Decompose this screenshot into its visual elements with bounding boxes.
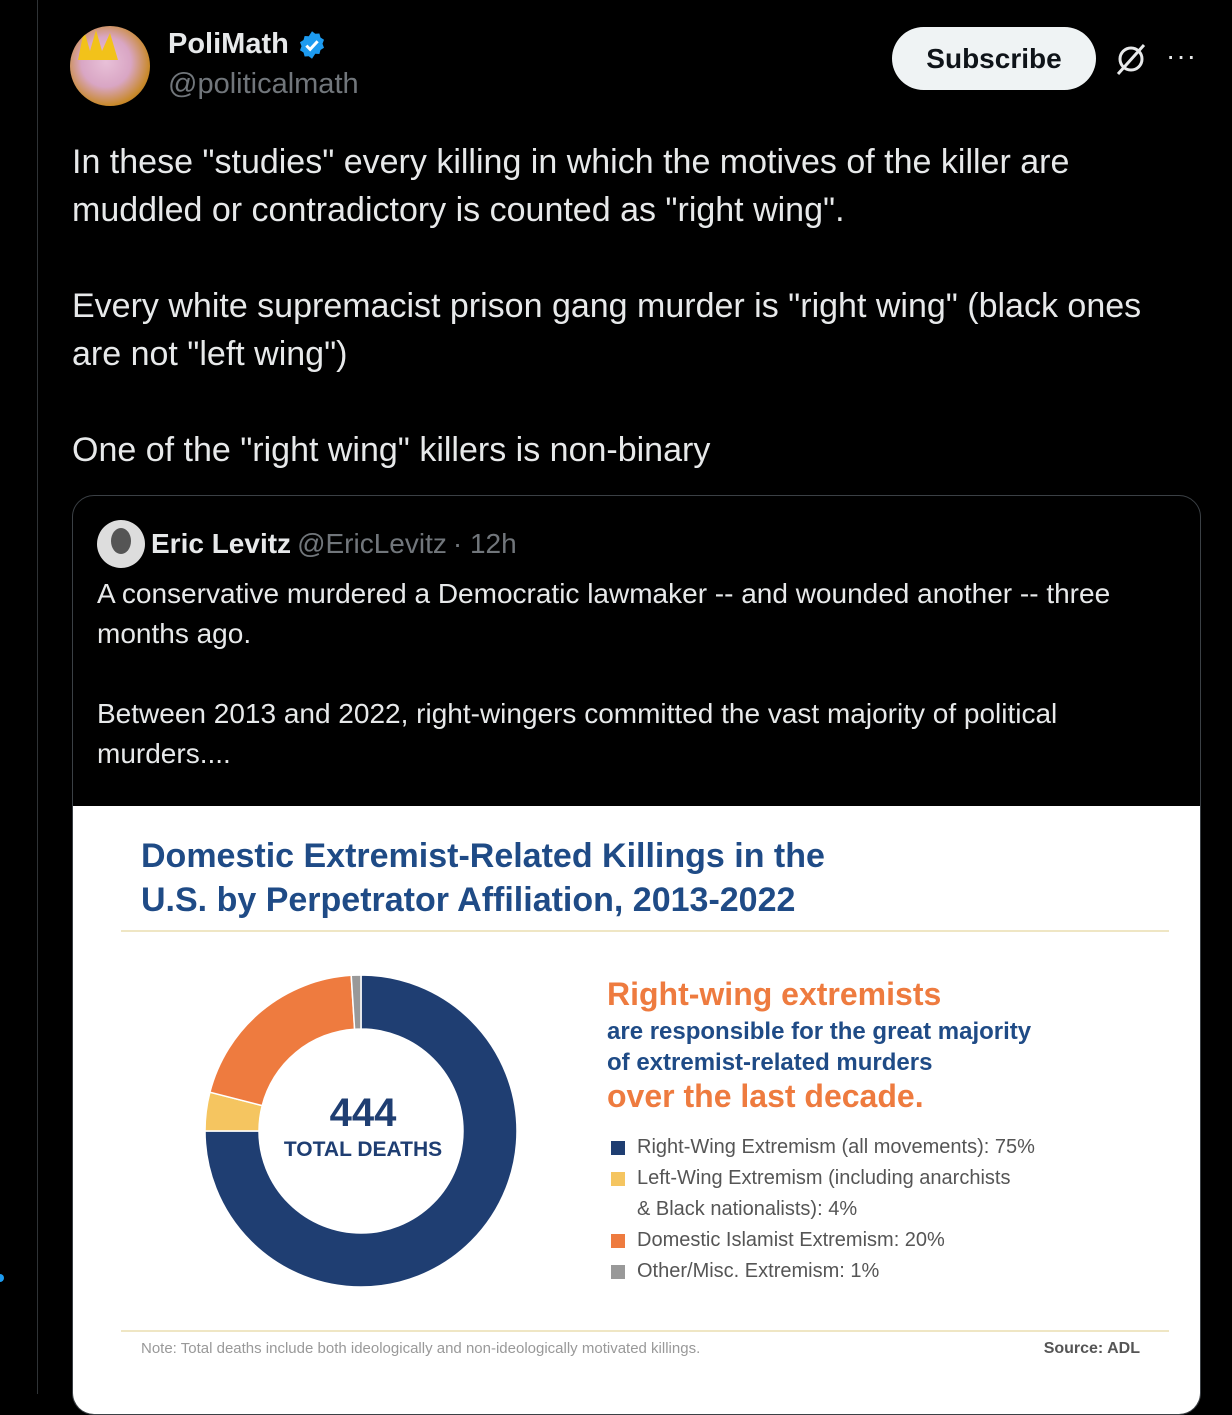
tweet-text	[72, 138, 1192, 522]
grok-icon[interactable]	[1114, 42, 1148, 76]
title-rule	[121, 930, 1169, 932]
quote-paragraph: Between 2013 and 2022, right-wingers committed the vast majority of political murders....	[97, 698, 1058, 769]
quote-timestamp: · 12h	[452, 528, 517, 559]
quote-paragraph: A conservative murdered a Democratic lawmaker -- and wounded another -- three months ago.	[97, 578, 1111, 649]
headline-2	[607, 1016, 1031, 1078]
legend-swatch	[611, 1234, 625, 1248]
chart-legend	[611, 1132, 1035, 1287]
headline-2-line: are responsible for the great majority	[607, 1018, 1032, 1045]
tweet-paragraph: One of the "right wing" killers is non-binary	[72, 431, 711, 469]
legend-item	[611, 1132, 1035, 1163]
quoted-tweet[interactable]	[72, 495, 1201, 1415]
quote-avatar	[97, 520, 145, 568]
total-deaths-label: TOTAL DEATHS	[283, 1138, 443, 1161]
legend-label: Domestic Islamist Extremism: 20%	[637, 1229, 945, 1251]
author-name-text: PoliMath	[168, 28, 289, 60]
chart-title-line: Domestic Extremist-Related Killings in the	[141, 837, 825, 875]
legend-item	[611, 1225, 1035, 1256]
legend-swatch	[611, 1141, 625, 1155]
legend-item	[611, 1256, 1035, 1287]
author-name[interactable]	[168, 28, 327, 61]
chart-note: Note: Total deaths include both ideologically and non-ideologically motivated killings.	[141, 1340, 701, 1357]
legend-swatch	[611, 1172, 625, 1186]
donut-slice-2	[210, 975, 355, 1105]
chart-title-line: U.S. by Perpetrator Affiliation, 2013-2022	[141, 881, 796, 919]
legend-label-line: & Black nationalists): 4%	[637, 1198, 858, 1220]
headline-2-line: of extremist-related murders	[607, 1049, 933, 1076]
verified-badge-icon	[297, 30, 327, 60]
author-handle[interactable]: @politicalmath	[168, 68, 359, 100]
legend-swatch	[611, 1265, 625, 1279]
chart-title	[141, 834, 825, 922]
legend-label-line: Left-Wing Extremism (including anarchists	[637, 1167, 1011, 1189]
total-deaths-value: 444	[329, 1091, 397, 1135]
notification-dot	[0, 1274, 4, 1282]
quote-header	[97, 520, 517, 568]
footer-rule	[121, 1330, 1169, 1332]
headline-1: Right-wing extremists	[607, 976, 942, 1012]
chart-source: Source: ADL	[1043, 1340, 1140, 1357]
tweet-paragraph: Every white supremacist prison gang murder is "right wing" (black ones are not "left wing")	[72, 287, 1142, 373]
timeline-divider	[37, 0, 38, 1394]
quote-author-name: Eric Levitz	[151, 528, 292, 559]
legend-item	[611, 1163, 1035, 1225]
tweet-paragraph: In these "studies" every killing in which the motives of the killer are muddled or contradictory is counted as "right wing".	[72, 143, 1070, 229]
quote-text	[97, 574, 1187, 814]
legend-label	[637, 1163, 1010, 1225]
legend-label: Other/Misc. Extremism: 1%	[637, 1260, 880, 1282]
quote-author-handle: @EricLevitz	[297, 528, 447, 559]
chart-image[interactable]	[73, 806, 1201, 1415]
headline-3: over the last decade.	[607, 1078, 924, 1114]
avatar[interactable]	[70, 26, 150, 106]
subscribe-button[interactable]: Subscribe	[892, 27, 1096, 90]
legend-label: Right-Wing Extremism (all movements): 75%	[637, 1136, 1035, 1158]
more-options-icon[interactable]: ···	[1166, 40, 1197, 71]
